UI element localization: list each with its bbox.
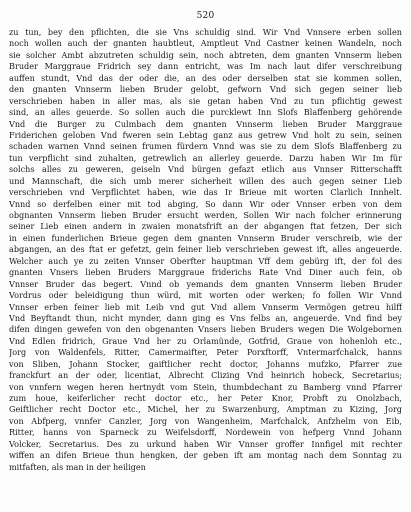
- text-line: Welcher auch ye zu zeiten Vnnser Oberfter hauptman Vff dem gebürg ift, der fol des: [9, 255, 402, 266]
- text-line: von Abfperg, vnnfer Canzler, Jorg von Wangenheim, Marfchalck, Anfzhelm von Eib,: [9, 415, 402, 426]
- text-line: schaden warnen Vnnd seinen frumen fürdern Vnnd was sie zu dem Slofs Blaffenberg zu: [9, 141, 402, 152]
- text-line: verschrieben vnd Verpflichtet haben, wie das Ir Brieue mit worten Clarlich Innhelt.: [9, 187, 402, 198]
- text-line: wiffen an difen Brieue thun hengken, der geben ift am montag nach dem Sonntag zu: [9, 450, 402, 461]
- text-line: Vnd Beyftandt thun, nicht mynder, dann ging es Vns felbs an, angeuerde. Vnd find bey: [9, 312, 402, 323]
- text-line: den gnanten Vnnserm lieben Bruder gelobt, gefworn Vnd sich gegen seiner lieb: [9, 84, 402, 95]
- text-line: tun verpflicht sind zuhalten, getrewlich an allerley geuerde. Darzu haben Wir Im für: [9, 152, 402, 163]
- text-line: Ritter, hanns von Sparneck zu Weifelsdorff, Nordewein von hefperg Vnnd Johann: [9, 427, 402, 438]
- text-line: Vnnser Bruder das begert. Vnnd ob yemands dem gnanten Vnnserm lieben Bruder: [9, 278, 402, 289]
- text-line: Vordrus oder beleidigung thun würd, mit worten oder werken; fo follen Wir Vnnd: [9, 290, 402, 301]
- text-line: mitfaften, als man in der heiligen: [9, 461, 146, 472]
- text-line: sie solcher Ambt abzutreten schuldig sein, noch abtreten, dem gnanten Vnnserm lieben: [9, 49, 402, 60]
- body-text: [9, 27, 402, 473]
- text-line: abgangen, an des ftat er gefetzt, gein feiner lieb verschrieben gewest ift, alles angeuerde.: [9, 244, 402, 255]
- text-line: solchs alles zu geweren, geiseln Vnd bürgen gefazt etlich aus Vnnser Ritterschafft: [9, 164, 402, 175]
- text-line: in einen funderlichen Brieue gegen dem gnanten Vnnserm Bruder verschreib, wie der: [9, 232, 402, 243]
- text-line: zu tun, bey den pflichten, die sie Vns schuldig sind. Wir Vnd Vnnsere erben sollen: [9, 27, 402, 37]
- text-line: obgnanten Vnnserm lieben Bruder ersucht werden, Sollen Wir nach folcher erinnerung: [9, 210, 402, 220]
- text-line: Vnd Edlen fridrich, Graue Vnd her zu Orlamünde, Gotfrid, Graue von hohenloh etc.,: [9, 335, 402, 346]
- text-line: auffen stundt, Vnd das der oder die, an des oder derselben stat sie kommen sollen,: [9, 72, 402, 83]
- text-line: noch wollen auch der gnanten haubtleut, Amptleut Vnd Castner keinen Wandeln, noch: [9, 38, 402, 49]
- text-line: und Mannschaft, die sich umb merer sicherheit willen des auch gegen seiner Lieb: [9, 175, 402, 186]
- text-line: Vnd die Burger zu Culmbach dem gnanten Vnnserm lieben Bruder Marggraue: [9, 118, 402, 129]
- text-line: Geiftlicher recht Doctor etc., Michel, her zu Swarzenburg, Amptman zu Kizing, Jorg: [9, 404, 402, 415]
- text-line: verschrieben haben in aller mas, als sie getan haben Vnd zu tun pflichtig gewest: [9, 95, 402, 106]
- text-line: Volcker, Secretarius. Des zu urkund haben Wir Vnnser groffer Innfigel mit rechter: [9, 438, 402, 449]
- page-number: 520: [196, 11, 215, 21]
- text-line: seiner Lieb einen andern in zwaien monatsfrift an der abgangen ftat fetzen, Der sich: [9, 221, 402, 232]
- text-line: difen dingen gewefen von den obgenanten Vnsers lieben Bruders wegen Die Wolgebornen: [9, 324, 402, 335]
- text-line: Bruder Marggraue Fridrich sey dann entricht, was Im nach laut difer verschreibung: [9, 61, 402, 72]
- text-line: gnanten Vnsers lieben Bruders Marggraue friderichs Rate Vnd Diner auch fein, ob: [9, 267, 402, 278]
- text-line: Vnnser erben feiner lieb mit Leib vnd gut Vnd allem Vnnserm Vermögen getreu hilff: [9, 301, 402, 312]
- text-line: von Sliben, Johann Stocker, gaiftlicher recht doctor, Johanns mufzko, Pfarrer zue: [9, 358, 402, 369]
- text-line: sind, an alles geuerde. So sollen auch die purcklewt Inn Slofs Blaffenberg gehörende: [9, 107, 402, 118]
- text-line: von vnnfern wegen heren hertnydt vom Stein, thumbdechant zu Bamberg vnnd Pfarrer: [9, 381, 402, 392]
- text-line: Friderichen geloben Vnd fweren sein Lebtag ganz aus getrew Vnd holt zu sein, seinen: [9, 129, 402, 140]
- text-line: Jorg von Waldenfels, Ritter, Camermaifter, Peter Porxftorff, Vntermarfchalck, hanns: [9, 347, 402, 358]
- text-line: franckfurt an der oder, licentiat, Albrecht Clizing Vnd heinrich hobeck, Secretarius;: [9, 370, 402, 381]
- text-line: zum houe, keiferlicher recht doctor etc., her Peter Knor, Probft zu Onolzbach,: [9, 393, 402, 403]
- text-line: Vnnd so derfelben einer mit tod abging, So dann Wir oder Vnnser erben von dem: [9, 198, 402, 209]
